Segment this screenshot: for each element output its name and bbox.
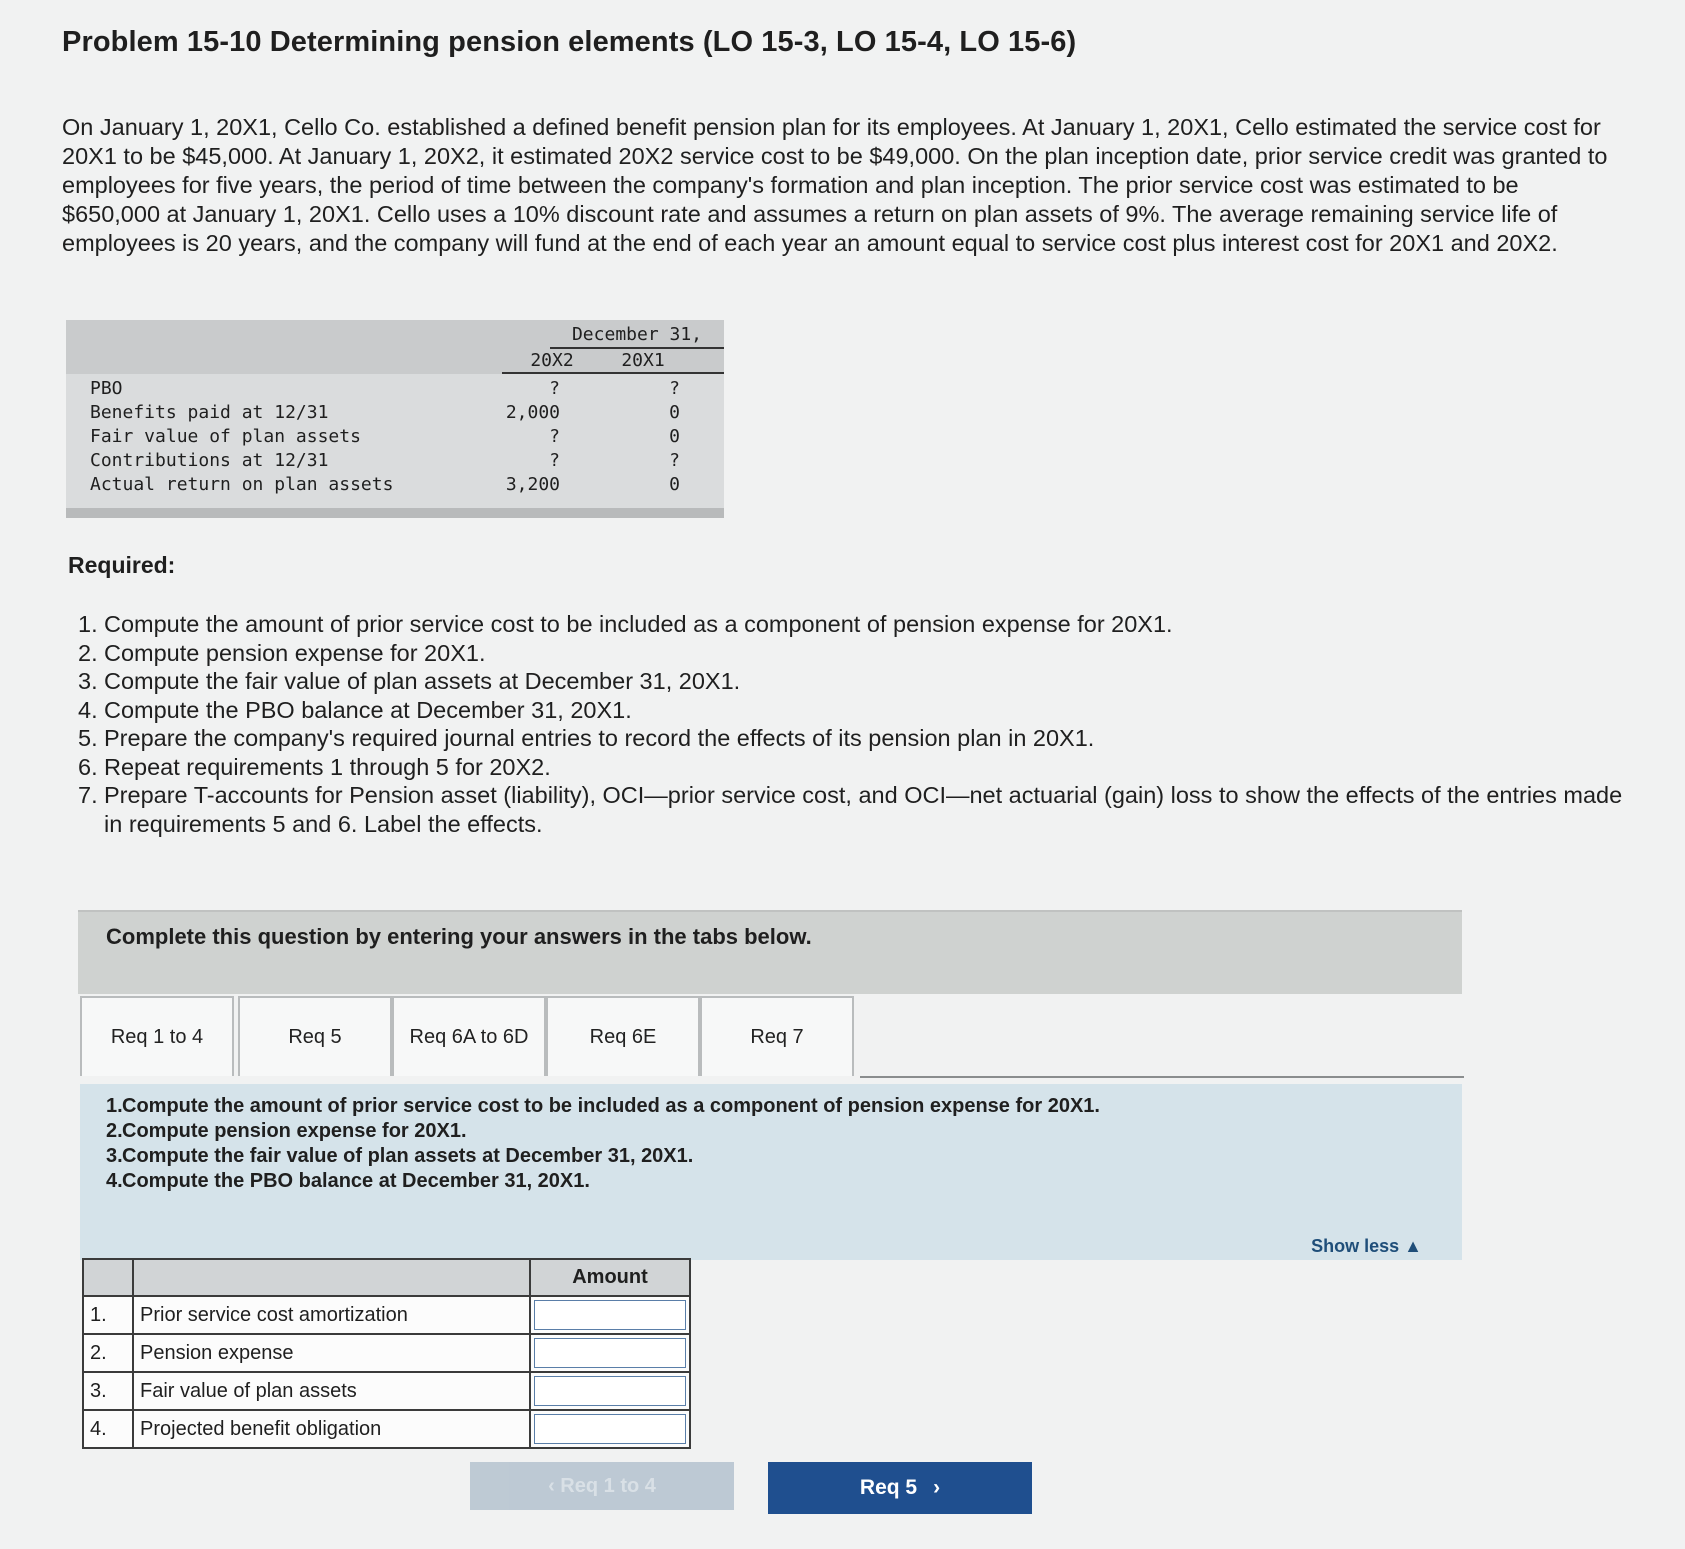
row-label: Prior service cost amortization: [133, 1296, 530, 1334]
item-text: Compute the fair value of plan assets at December 31, 20X1.: [104, 668, 741, 694]
row-label: Fair value of plan assets: [133, 1372, 530, 1410]
tab-req-7[interactable]: Req 7: [700, 996, 854, 1076]
tab-req-1-to-4[interactable]: Req 1 to 4: [80, 996, 234, 1076]
row-value-20x2: ?: [549, 378, 560, 399]
tab-req-5[interactable]: Req 5: [238, 996, 392, 1076]
table-header-row: [83, 1259, 690, 1296]
item-text: Compute the fair value of plan assets at December 31, 20X1.: [122, 1145, 694, 1167]
december-header: December 31,: [550, 324, 724, 349]
item-text: Repeat requirements 1 through 5 for 20X2.: [104, 753, 551, 780]
item-number: 5.: [78, 725, 98, 751]
table-row: [83, 1372, 690, 1410]
item-number: 2.: [106, 1120, 123, 1142]
list-item: [94, 1094, 1462, 1119]
row-label: Projected benefit obligation: [133, 1410, 530, 1448]
table-row: [83, 1410, 690, 1448]
table-row: [83, 1334, 690, 1372]
item-text: Prepare T-accounts for Pension asset (liability), OCI—prior service cost, and OCI—net actuarial (gain) loss to show the effects of the entries made in requirements 5 and 6. Label the effects.: [104, 782, 1623, 837]
table-row: [90, 426, 780, 450]
list-item: [78, 753, 1638, 782]
item-text: Compute pension expense for 20X1.: [122, 1120, 467, 1142]
row-number: 3.: [83, 1372, 133, 1410]
amount-cell: [530, 1410, 690, 1448]
tab-req-6e[interactable]: Req 6E: [546, 996, 700, 1076]
row-value-20x1: ?: [669, 450, 680, 471]
next-req-5-button[interactable]: [768, 1462, 1032, 1514]
item-number: 2.: [78, 639, 98, 666]
table-row: [90, 450, 780, 474]
item-number: 6.: [78, 753, 98, 780]
list-item: [78, 667, 1638, 696]
fair-value-plan-assets-input[interactable]: [534, 1376, 686, 1406]
list-item: [78, 610, 1638, 639]
amount-cell: [530, 1372, 690, 1410]
complete-prompt-bar: [78, 910, 1462, 994]
tab-req-6a-to-6d[interactable]: Req 6A to 6D: [392, 996, 546, 1076]
header-cell-blank: [133, 1259, 530, 1296]
show-less-link[interactable]: Show less ▲: [1311, 1236, 1422, 1256]
next-button-label: Req 5: [859, 1476, 918, 1499]
instruction-box: [80, 1084, 1462, 1260]
required-label: Required:: [68, 552, 176, 578]
item-number: 4.: [106, 1170, 123, 1192]
header-rule: [502, 372, 724, 374]
row-value-20x1: 0: [669, 474, 680, 495]
item-text: Compute the PBO balance at December 31, 20X1.: [122, 1170, 590, 1192]
tab-underline: [860, 1076, 1464, 1078]
list-item: [78, 724, 1638, 753]
row-value-20x1: ?: [669, 378, 680, 399]
prior-service-cost-amortization-input[interactable]: [534, 1300, 686, 1330]
chevron-right-icon: ›: [933, 1476, 941, 1499]
row-label: PBO: [90, 378, 123, 399]
item-text: Prepare the company's required journal entries to record the effects of its pension plan in 20X1.: [104, 725, 1095, 751]
row-value-20x1: 0: [669, 426, 680, 447]
answer-table: [82, 1258, 691, 1449]
row-value-20x1: 0: [669, 402, 680, 423]
row-number: 2.: [83, 1334, 133, 1372]
row-label: Pension expense: [133, 1334, 530, 1372]
prev-req-button[interactable]: ‹ Req 1 to 4: [470, 1462, 734, 1510]
item-number: 3.: [106, 1145, 123, 1167]
item-number: 3.: [78, 668, 98, 694]
row-value-20x2: 3,200: [505, 474, 560, 495]
item-number: 1.: [106, 1095, 123, 1117]
item-text: Compute the amount of prior service cost to be included as a component of pension expense for 20X1.: [122, 1095, 1100, 1117]
amount-header: Amount: [530, 1259, 690, 1296]
row-value-20x2: 2,000: [505, 402, 560, 423]
complete-prompt: Complete this question by entering your answers in the tabs below.: [106, 924, 812, 949]
item-text: Compute the PBO balance at December 31, 20X1.: [104, 696, 632, 723]
row-value-20x2: ?: [549, 426, 560, 447]
page-title: Problem 15-10 Determining pension elements (LO 15-3, LO 15-4, LO 15-6): [62, 26, 1077, 58]
list-item: [94, 1144, 1462, 1169]
row-label: Benefits paid at 12/31: [90, 402, 329, 423]
row-number: 4.: [83, 1410, 133, 1448]
row-label: Fair value of plan assets: [90, 426, 361, 447]
row-value-20x2: ?: [549, 450, 560, 471]
list-item: [94, 1169, 1462, 1194]
header-cell-blank: [83, 1259, 133, 1296]
instruction-list: [94, 1094, 1462, 1194]
projected-benefit-obligation-input[interactable]: [534, 1414, 686, 1444]
requirements-list: [78, 610, 1638, 838]
row-label: Contributions at 12/31: [90, 450, 329, 471]
row-number: 1.: [83, 1296, 133, 1334]
item-text: Compute the amount of prior service cost to be included as a component of pension expense for 20X1.: [104, 611, 1173, 637]
col-header-20x1: 20X1: [621, 350, 665, 371]
list-item: [94, 1119, 1462, 1144]
item-number: 1.: [78, 611, 98, 637]
amount-cell: [530, 1334, 690, 1372]
table-row: [83, 1296, 690, 1334]
table-row: [90, 474, 780, 498]
table-row: [90, 402, 780, 426]
table-footer-rule: [66, 508, 724, 518]
row-label: Actual return on plan assets: [90, 474, 394, 495]
pension-data-table: [66, 320, 724, 518]
list-item: [78, 781, 1638, 838]
list-item: [78, 696, 1638, 725]
amount-cell: [530, 1296, 690, 1334]
problem-intro: On January 1, 20X1, Cello Co. established a defined benefit pension plan for its employees. At January 1, 20X1, Cello estimated the service cost for 20X1 to be $45,000. At January 1, 20X2, it estimated 20X2 service cost to be $49,000. On the plan inception date, prior service credit was granted to employees for five years, the period of time between the company's formation and plan inception. The prior service cost was estimated to be $650,000 at January 1, 20X1. Cello uses a 10% discount rate and assumes a return on plan assets of 9%. The average remaining service life of employees is 20 years, and the company will fund at the end of each year an amount equal to service cost plus interest cost for 20X1 and 20X2.: [62, 114, 1608, 256]
item-number: 7.: [78, 782, 98, 808]
col-header-20x2: 20X2: [530, 350, 574, 371]
list-item: [78, 639, 1638, 668]
table-row: [90, 378, 780, 402]
pension-expense-input[interactable]: [534, 1338, 686, 1368]
item-number: 4.: [78, 696, 98, 723]
item-text: Compute pension expense for 20X1.: [104, 639, 486, 666]
